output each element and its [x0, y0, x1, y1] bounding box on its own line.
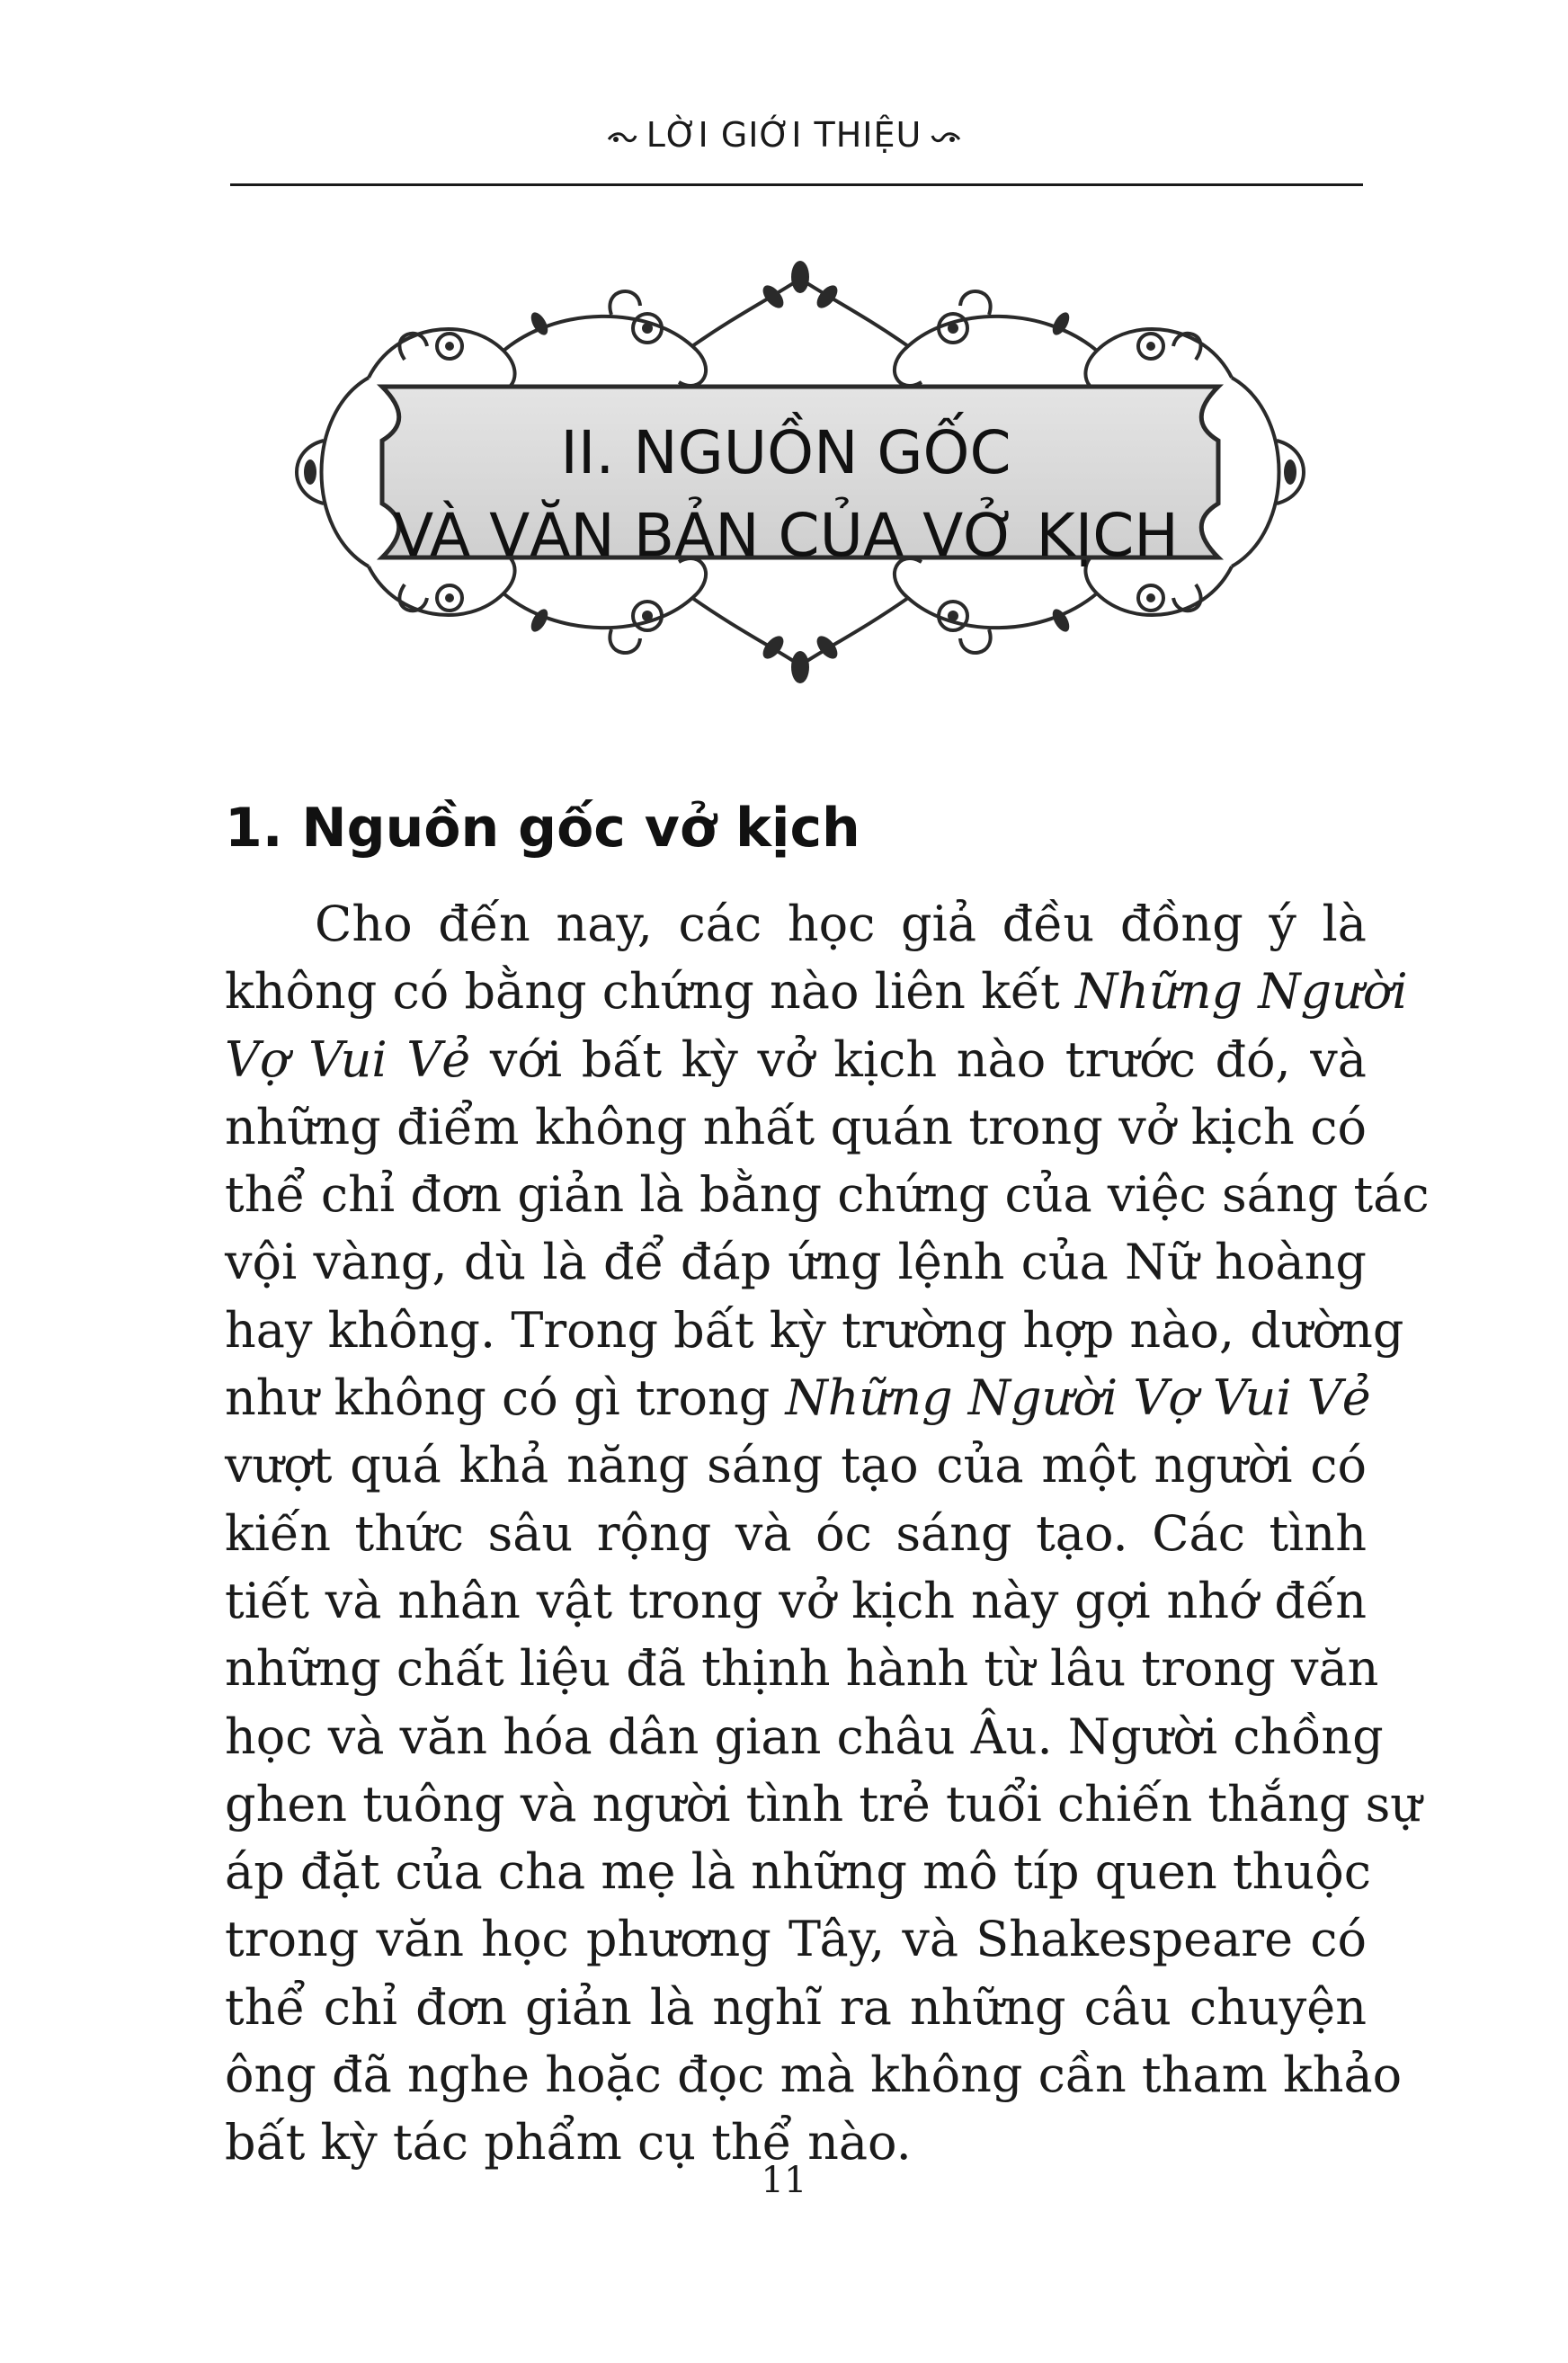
text-segment: bất kỳ tác phẩm cụ thể nào.	[225, 2114, 912, 2171]
header-rule	[230, 183, 1363, 186]
text-segment: với bất kỳ vở kịch nào trước đó, và	[470, 1030, 1367, 1088]
paragraph-line	[225, 1974, 1367, 2041]
paragraph-line	[225, 1500, 1367, 1567]
paragraph-line	[225, 958, 1408, 1025]
chapter-title-line-2: VÀ VĂN BẢN CỦA VỞ KỊCH	[393, 501, 1179, 570]
text-segment: Cho đến nay, các học giả đều đồng ý là	[315, 896, 1367, 952]
paragraph-line	[225, 1431, 1367, 1499]
paragraph-line	[225, 1635, 1379, 1702]
paragraph-line	[225, 2041, 1403, 2109]
paragraph-line	[225, 1703, 1384, 1770]
text-segment: không có bằng chứng nào liên kết	[225, 963, 1075, 1021]
running-head	[0, 115, 1568, 155]
chapter-title	[352, 387, 1219, 602]
running-head-text: LỜI GIỚI THIỆU	[646, 115, 922, 155]
paragraph-line	[225, 1093, 1367, 1161]
chapter-title-line-1: II. NGUỒN GỐC	[560, 418, 1011, 487]
paragraph-line	[225, 1297, 1404, 1364]
text-segment: ông đã nghe hoặc đọc mà không cần tham khảo	[225, 2046, 1403, 2104]
text-segment: vội vàng, dù là để đáp ứng lệnh của Nữ hoàng	[225, 1234, 1367, 1291]
text-segment: vượt quá khả năng sáng tạo của một người có	[225, 1437, 1367, 1494]
paragraph-line	[225, 1026, 1367, 1093]
text-segment: hay không. Trong bất kỳ trường hợp nào, dường	[225, 1301, 1404, 1359]
paragraph-line	[225, 1228, 1367, 1296]
paragraph-line	[225, 1364, 1371, 1431]
text-segment: ghen tuông và người tình trẻ tuổi chiến thắng sự	[225, 1775, 1422, 1832]
paragraph-line	[225, 1838, 1371, 1905]
paragraph-line	[225, 1905, 1367, 1973]
text-segment: như không có gì trong	[225, 1369, 786, 1427]
paragraph-line	[225, 1567, 1367, 1635]
page-number: 11	[761, 2160, 807, 2201]
text-segment: trong văn học phương Tây, và Shakespeare có	[225, 1911, 1367, 1968]
swirl-flourish-icon	[607, 130, 637, 145]
text-segment: những chất liệu đã thịnh hành từ lâu trong văn	[225, 1640, 1379, 1698]
text-segment: áp đặt của cha mẹ là những mô típ quen thuộc	[225, 1843, 1371, 1901]
paragraph-line	[225, 890, 1367, 958]
text-segment: tiết và nhân vật trong vở kịch này gợi nhớ đến	[225, 1572, 1367, 1629]
book-title-text: Vợ Vui Vẻ	[225, 1030, 471, 1088]
book-title-text: Những Người Vợ Vui Vẻ	[785, 1369, 1371, 1427]
section-heading: 1. Nguồn gốc vở kịch	[225, 797, 860, 860]
text-segment: thể chỉ đơn giản là bằng chứng của việc sáng tác	[225, 1166, 1430, 1224]
text-segment: kiến thức sâu rộng và óc sáng tạo. Các tình	[225, 1504, 1367, 1562]
swirl-flourish-icon	[931, 130, 961, 145]
body-paragraph	[225, 890, 1430, 2177]
text-segment: những điểm không nhất quán trong vở kịch có	[225, 1098, 1367, 1155]
text-segment: thể chỉ đơn giản là nghĩ ra những câu chuyện	[225, 1978, 1367, 2036]
book-title-text: Những Người	[1074, 963, 1408, 1021]
paragraph-line	[225, 1161, 1430, 1228]
paragraph-line	[225, 1770, 1422, 1838]
text-segment: học và văn hóa dân gian châu Âu. Người chồng	[225, 1708, 1384, 1765]
